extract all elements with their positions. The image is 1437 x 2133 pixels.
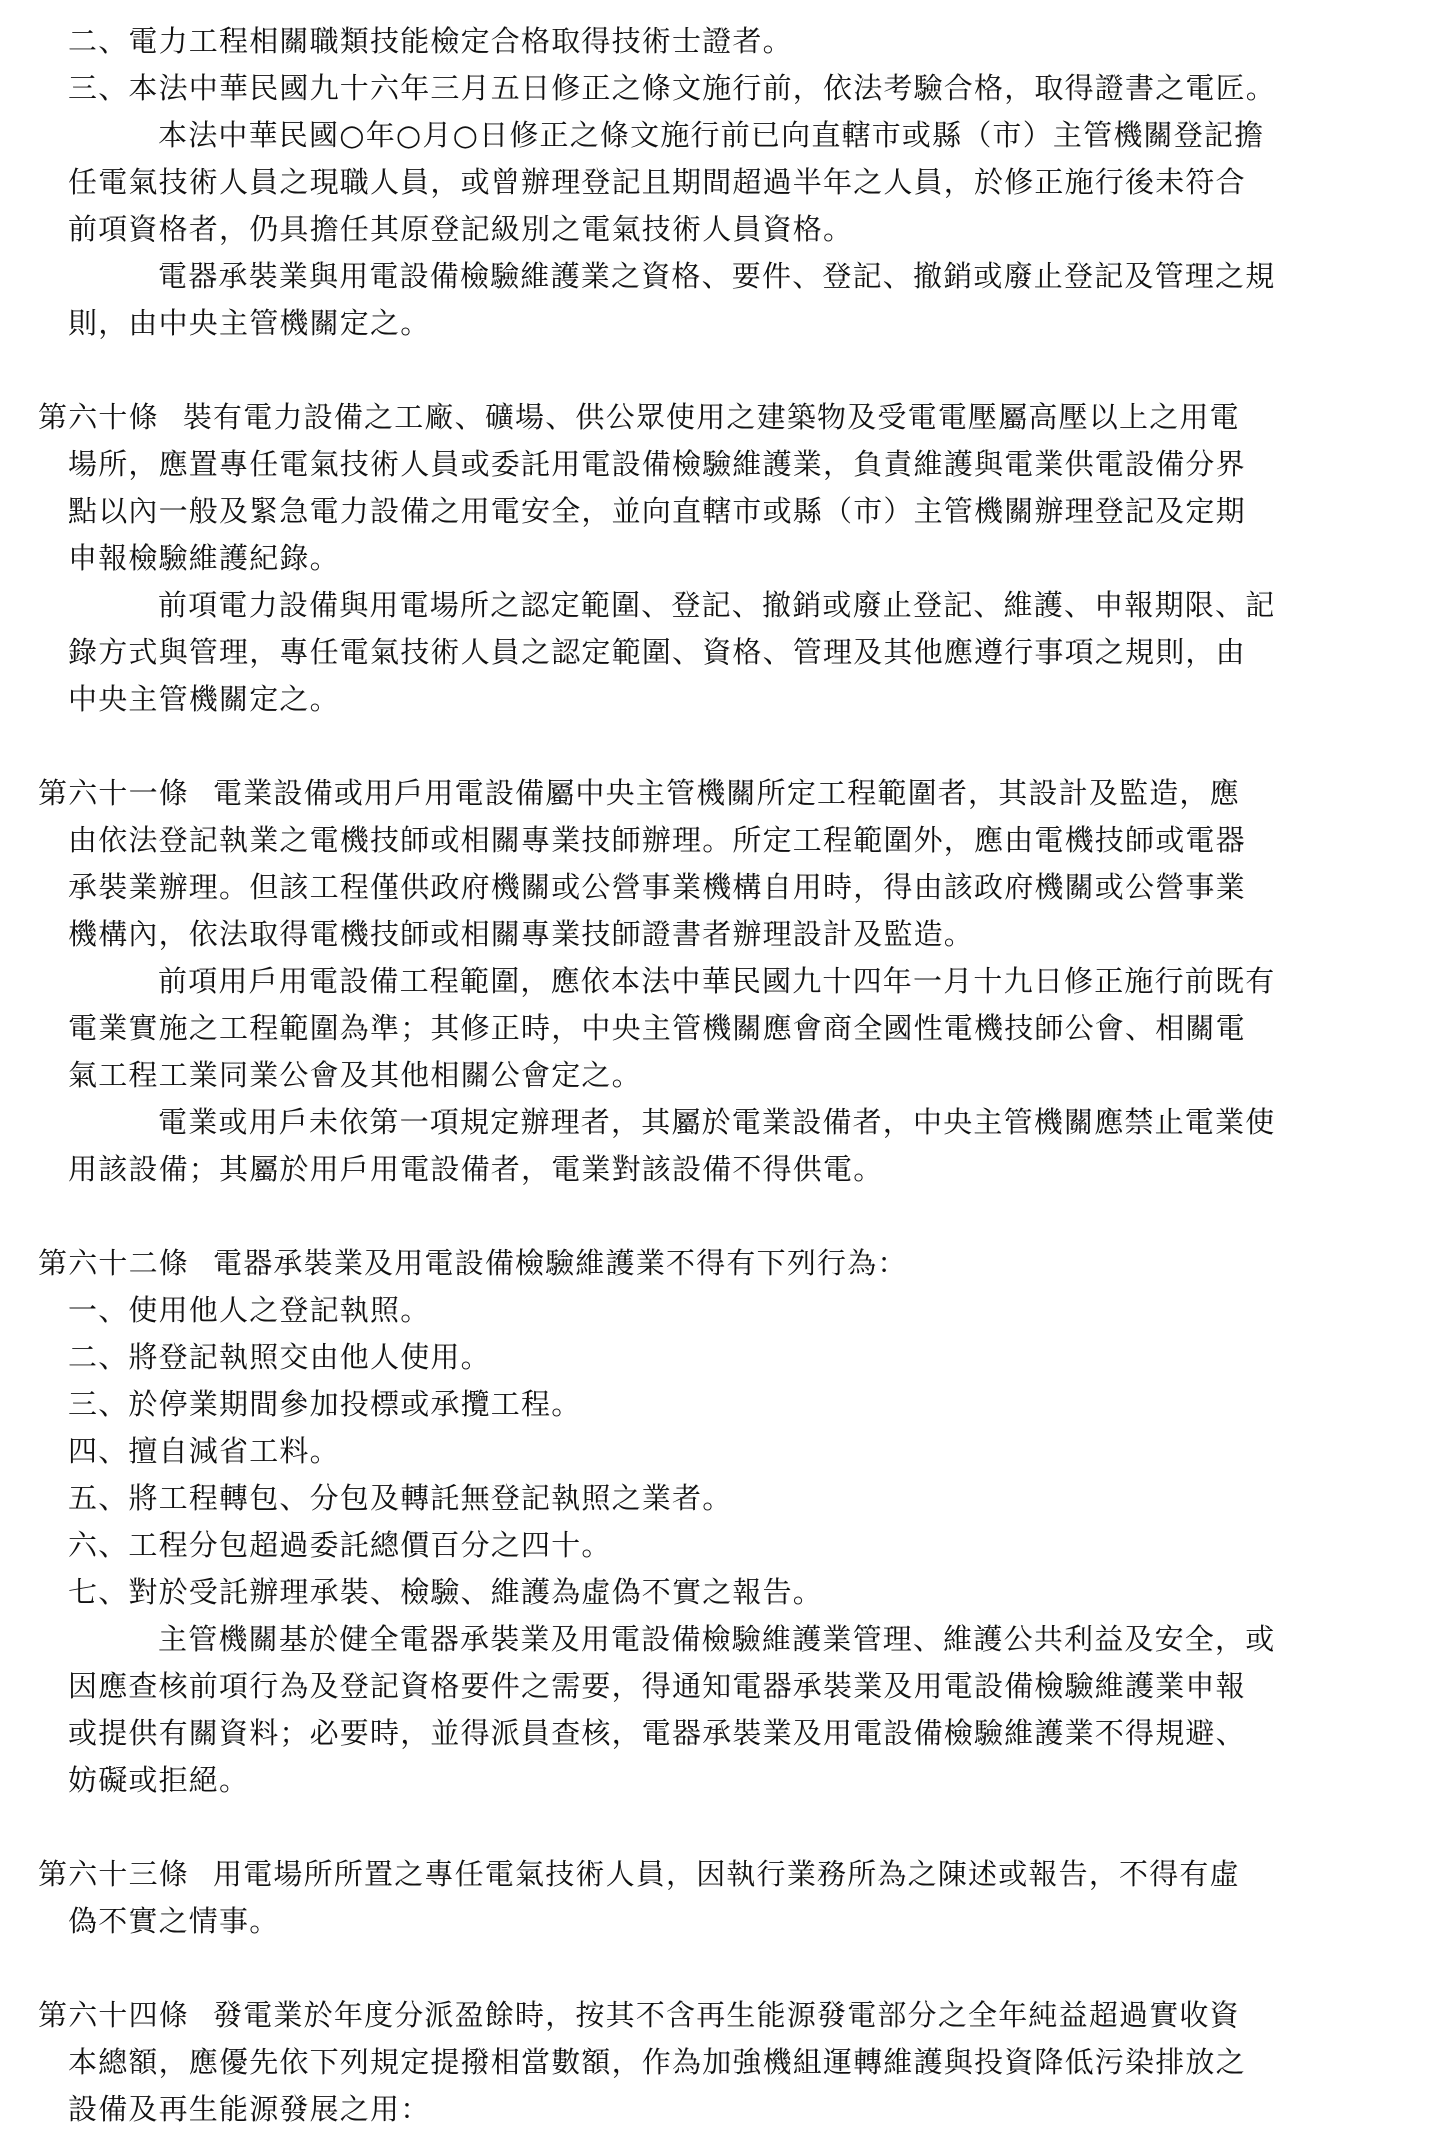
paragraph-line: 承裝業辦理。但該工程僅供政府機關或公營事業機構自用時，得由該政府機關或公營事業 [68, 870, 1246, 904]
paragraph-line: 電器承裝業與用電設備檢驗維護業之資格、要件、登記、撤銷或廢止登記及管理之規 [158, 259, 1276, 293]
spacer [38, 347, 1377, 394]
paragraph-line: 錄方式與管理，專任電氣技術人員之認定範圍、資格、管理及其他應遵行事項之規則，由 [68, 635, 1246, 669]
article-heading: 第六十三條 [38, 1857, 190, 1891]
article-63-first-line [38, 1851, 1377, 1898]
list-item: 三、本法中華民國九十六年三月五日修正之條文施行前，依法考驗合格，取得證書之電匠。 [68, 71, 1277, 105]
paragraph-line: 主管機關基於健全電器承裝業及用電設備檢驗維護業管理、維護公共利益及安全，或 [158, 1622, 1276, 1656]
paragraph-line: 氣工程工業同業公會及其他相關公會定之。 [68, 1058, 642, 1092]
paragraph-line: 則，由中央主管機關定之。 [68, 306, 431, 340]
list-item: 七、對於受託辦理承裝、檢驗、維護為虛偽不實之報告。 [68, 1575, 824, 1609]
paragraph-line: 中央主管機關定之。 [68, 682, 340, 716]
list-item: 四、擅自減省工料。 [68, 1434, 340, 1468]
article-text: 電器承裝業及用電設備檢驗維護業不得有下列行為： [213, 1246, 908, 1280]
article-61-first-line [38, 770, 1377, 817]
paragraph-line: 妨礙或拒絕。 [68, 1763, 250, 1797]
paragraph-line: 申報檢驗維護紀錄。 [68, 541, 340, 575]
paragraph-line: 因應查核前項行為及登記資格要件之需要，得通知電器承裝業及用電設備檢驗維護業申報 [68, 1669, 1246, 1703]
spacer [38, 723, 1377, 770]
paragraph-line: 或提供有關資料；必要時，並得派員查核，電器承裝業及用電設備檢驗維護業不得規避、 [68, 1716, 1246, 1750]
article-60-first-line [38, 394, 1377, 441]
paragraph-line: 機構內，依法取得電機技師或相關專業技師證書者辦理設計及監造。 [68, 917, 975, 951]
article-text: 電業設備或用戶用電設備屬中央主管機關所定工程範圍者，其設計及監造，應 [213, 776, 1240, 810]
list-item: 二、將登記執照交由他人使用。 [68, 1340, 491, 1374]
list-item: 六、工程分包超過委託總價百分之四十。 [68, 1528, 612, 1562]
paragraph-line: 本總額，應優先依下列規定提撥相當數額，作為加強機組運轉維護與投資降低污染排放之 [68, 2045, 1246, 2079]
article-64-first-line [38, 1992, 1377, 2039]
list-item: 一、使用他人之登記執照。 [68, 1293, 431, 1327]
paragraph-line: 電業或用戶未依第一項規定辦理者，其屬於電業設備者，中央主管機關應禁止電業使 [158, 1105, 1276, 1139]
article-text: 發電業於年度分派盈餘時，按其不含再生能源發電部分之全年純益超過實收資 [213, 1998, 1240, 2032]
spacer [38, 1804, 1377, 1851]
spacer [38, 1193, 1377, 1240]
list-item: 三、於停業期間參加投標或承攬工程。 [68, 1387, 582, 1421]
paragraph-line: 點以內一般及緊急電力設備之用電安全，並向直轄市或縣（市）主管機關辦理登記及定期 [68, 494, 1246, 528]
spacer [38, 1945, 1377, 1992]
article-heading: 第六十一條 [38, 776, 190, 810]
list-item: 五、將工程轉包、分包及轉託無登記執照之業者。 [68, 1481, 733, 1515]
paragraph-line: 用該設備；其屬於用戶用電設備者，電業對該設備不得供電。 [68, 1152, 884, 1186]
article-heading: 第六十二條 [38, 1246, 190, 1280]
article-text: 裝有電力設備之工廠、礦場、供公眾使用之建築物及受電電壓屬高壓以上之用電 [182, 400, 1240, 434]
paragraph-line: 前項用戶用電設備工程範圍，應依本法中華民國九十四年一月十九日修正施行前既有 [158, 964, 1276, 998]
list-item: 二、電力工程相關職類技能檢定合格取得技術士證者。 [68, 24, 793, 58]
paragraph-line: 電業實施之工程範圍為準；其修正時，中央主管機關應會商全國性電機技師公會、相關電 [68, 1011, 1246, 1045]
paragraph-line: 場所，應置專任電氣技術人員或委託用電設備檢驗維護業，負責維護與電業供電設備分界 [68, 447, 1246, 481]
paragraph-line: 前項資格者，仍具擔任其原登記級別之電氣技術人員資格。 [68, 212, 854, 246]
paragraph-line: 任電氣技術人員之現職人員，或曾辦理登記且期間超過半年之人員，於修正施行後未符合 [68, 165, 1246, 199]
paragraph-line: 本法中華民國○年○月○日修正之條文施行前已向直轄市或縣（市）主管機關登記擔 [158, 118, 1265, 152]
paragraph-line: 偽不實之情事。 [68, 1904, 280, 1938]
article-heading: 第六十條 [38, 400, 159, 434]
paragraph-line: 由依法登記執業之電機技師或相關專業技師辦理。所定工程範圍外，應由電機技師或電器 [68, 823, 1246, 857]
paragraph-line: 設備及再生能源發展之用： [68, 2092, 431, 2126]
article-62-first-line [38, 1240, 1377, 1287]
article-heading: 第六十四條 [38, 1998, 190, 2032]
article-text: 用電場所所置之專任電氣技術人員，因執行業務所為之陳述或報告，不得有虛 [213, 1857, 1240, 1891]
paragraph-line: 前項電力設備與用電場所之認定範圍、登記、撤銷或廢止登記、維護、申報期限、記 [158, 588, 1276, 622]
